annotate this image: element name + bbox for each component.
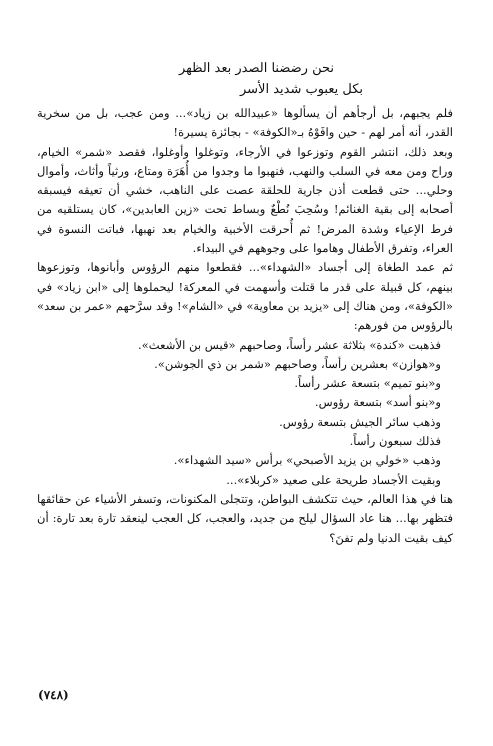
closing-paragraph: هنا في هذا العالم، حيث تتكشف البواطن، وتتجلى المكنونات، وتسفر الأشياء عن حقائقها فتظهر بها... هنا عاد السؤال ليلح من جديد، والعجب، كل العجب لينعقد تارة بعد تارة: أن كيف بقيت الدنيا ولم تفنَ؟ (37, 491, 453, 545)
list-item: وبقيت الأجساد طريحة على صعيد «كربلاء»... (226, 472, 441, 487)
list-item: و«هوازن» بعشرين رأساً، وصاحبهم «شمر بن ذي الجوشن». (154, 356, 441, 371)
poem-verse-2: بكل يعبوب شديد الأسر (239, 82, 364, 97)
poem-verse-1: نحن رضضنا الصدر بعد الظهر (179, 61, 334, 76)
list-item: فذهبت «كندة» بثلاثة عشر رأساً، وصاحبهم «قيس بن الأشعث». (138, 337, 441, 352)
heads-list (37, 336, 453, 490)
list-item: وذهب سائر الجيش بتسعة رؤوس. (279, 414, 441, 429)
body-text (37, 104, 453, 548)
list-item: فذلك سبعون رأساً. (349, 434, 441, 449)
poem-verses (60, 58, 433, 100)
paragraph: فلم يجبهم، بل أرجأهم أن يسألوها «عبيدالله بن زياد»... ومن عجب، بل من سخرية القدر، أنه أمر لهم - حين وافَوْهُ بـ«الكوفة» - بجائزة يسيرة! (37, 106, 453, 140)
list-item: و«بنو تميم» بتسعة عشر رأساً. (294, 376, 441, 391)
page-number: (٧٤٨) (38, 688, 69, 702)
paragraph: وبعد ذلك، انتشر القوم وتوزعوا في الأرجاء، وتوغلوا وأوغلوا، فقصد «شمر» الخيام، وراح ومن معه في السلب والنهب، فنهبوا ما وجدوا من أُهَرَة ومتاع، ورثياً وأثاث، وأموال وحلي... حتى قطعت أذن جارية للحلقة عصت على الناهب، خشي أن تعيقه فيسبقه أصحابه إلى بقية الغنائم! وسُحِبَ نُطْعٌ وبساط تحت «زين العابدين»، كان يستلقيه من فرط الإعياء وشدة المرض! ثم أُحرقت الأخبية والخيام بعد نهبها، فباتت النسوة في العراء، وتفرق الأطفال وهاموا على وجوههم في البيداء. (37, 144, 453, 256)
paragraph: ثم عمد الطغاة إلى أجساد «الشهداء»... فقطعوا منهم الرؤوس وأبانوها، وتوزعوها بينهم، كل قبيلة على قدر ما قتلت وأسهمت في المعركة! ليحملوها إلى «ابن زياد» في «الكوفة»، ومن هناك إلى «يزيد بن معاوية» في «الشام»! وقد سرَّحهم «عمر بن سعد» بالرؤوس من فورهم: (37, 260, 453, 333)
list-item: و«بنو أسد» بتسعة رؤوس. (314, 395, 441, 410)
list-item: وذهب «خولي بن يزيد الأصبحي» برأس «سيد الشهداء». (173, 453, 441, 468)
